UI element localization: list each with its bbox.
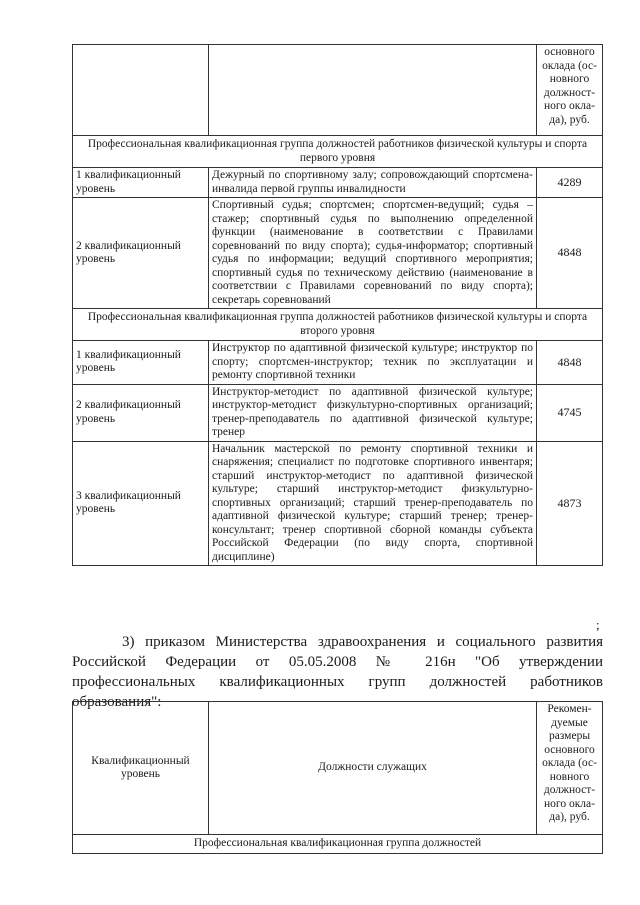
header-positions-cell: Должности служащих: [209, 702, 537, 835]
table-row: [73, 441, 603, 566]
table-row: [73, 384, 603, 441]
table-header-row: [73, 702, 603, 835]
salary-table-sport: [72, 44, 603, 566]
level-cell: 3 квалификационный уровень: [73, 441, 209, 566]
salary-cell: 4289: [537, 168, 603, 198]
table-header-row: [73, 45, 603, 136]
group-title-second-level: Профессиональная квалификационная группа должностей работников физической культуры и спорта второго уровня: [73, 309, 603, 341]
positions-cell: Начальник мастерской по ремонту спортивной техники и снаряжения; специалист по подготовке спортивного инвентаря; старший инструктор-методист по адаптивной физической культуре; старший инструктор-методист физкультурно-спортивных организаций; старший тренер-преподаватель по адаптивной физической культуре; старший тренер; тренер-консультант; тренер спортивной сборной команды субъекта Российской Федерации (по виду спорта, спортивной дисциплине): [209, 441, 537, 566]
group-title: Профессиональная квалификационная группа должностей: [73, 835, 603, 854]
positions-cell: Дежурный по спортивному залу; сопровождающий спортсмена-инвалида первой группы инвалидности: [209, 168, 537, 198]
salary-table-education: [72, 701, 603, 854]
level-cell: 2 квалификационный уровень: [73, 384, 209, 441]
level-cell: 1 квалификационный уровень: [73, 168, 209, 198]
table-row: [73, 168, 603, 198]
table-row: [73, 341, 603, 385]
header-level-cell: Квалификационный уровень: [73, 702, 209, 835]
order-paragraph: [72, 632, 603, 712]
group-title-first-level: Профессиональная квалификационная группа должностей работников физической культуры и спорта первого уровня: [73, 136, 603, 168]
salary-cell: 4745: [537, 384, 603, 441]
header-positions-cell: [209, 45, 537, 136]
group-title-row: [73, 309, 603, 341]
header-level-cell: [73, 45, 209, 136]
positions-cell: Инструктор по адаптивной физической культуре; инструктор по спорту; спортсмен-инструктор; техник по эксплуатации и ремонту спортивной техники: [209, 341, 537, 385]
table-row: [73, 198, 603, 309]
header-salary-cell: Рекомен- дуемые размеры основного оклада (ос- новного должност- ного окла- да), руб.: [537, 702, 603, 835]
group-title-row: [73, 136, 603, 168]
salary-cell: 4873: [537, 441, 603, 566]
salary-cell: 4848: [537, 341, 603, 385]
paragraph-text: 3) приказом Министерства здравоохранения и социального развития Российской Федерации от 05.05.2008 № 216н "Об утверждении профессиональных квалификационных групп должностей работников образования":: [72, 634, 603, 710]
level-cell: 2 квалификационный уровень: [73, 198, 209, 309]
level-cell: 1 квалификационный уровень: [73, 341, 209, 385]
group-title-row: [73, 835, 603, 854]
header-salary-cell: основного оклада (ос- новного должност- ного окла- да), руб.: [537, 45, 603, 136]
positions-cell: Инструктор-методист по адаптивной физической культуре; инструктор-методист физкультурно-спортивных организаций; тренер-преподаватель по адаптивной физической культуре; тренер: [209, 384, 537, 441]
salary-cell: 4848: [537, 198, 603, 309]
positions-cell: Спортивный судья; спортсмен; спортсмен-ведущий; судья – стажер; спортивный судья по выполнению определенной функции (наименование в соответствии с Правилами соревнований по виду спорта); судья-информатор; спортивный судья по информации; ведущий спортивного мероприятия; спортивный судья по техническому действию (наименование в соответствии с Правилами соревнований по виду спорта); секретарь соревнований: [209, 198, 537, 309]
list-semicolon: ;: [596, 617, 600, 632]
